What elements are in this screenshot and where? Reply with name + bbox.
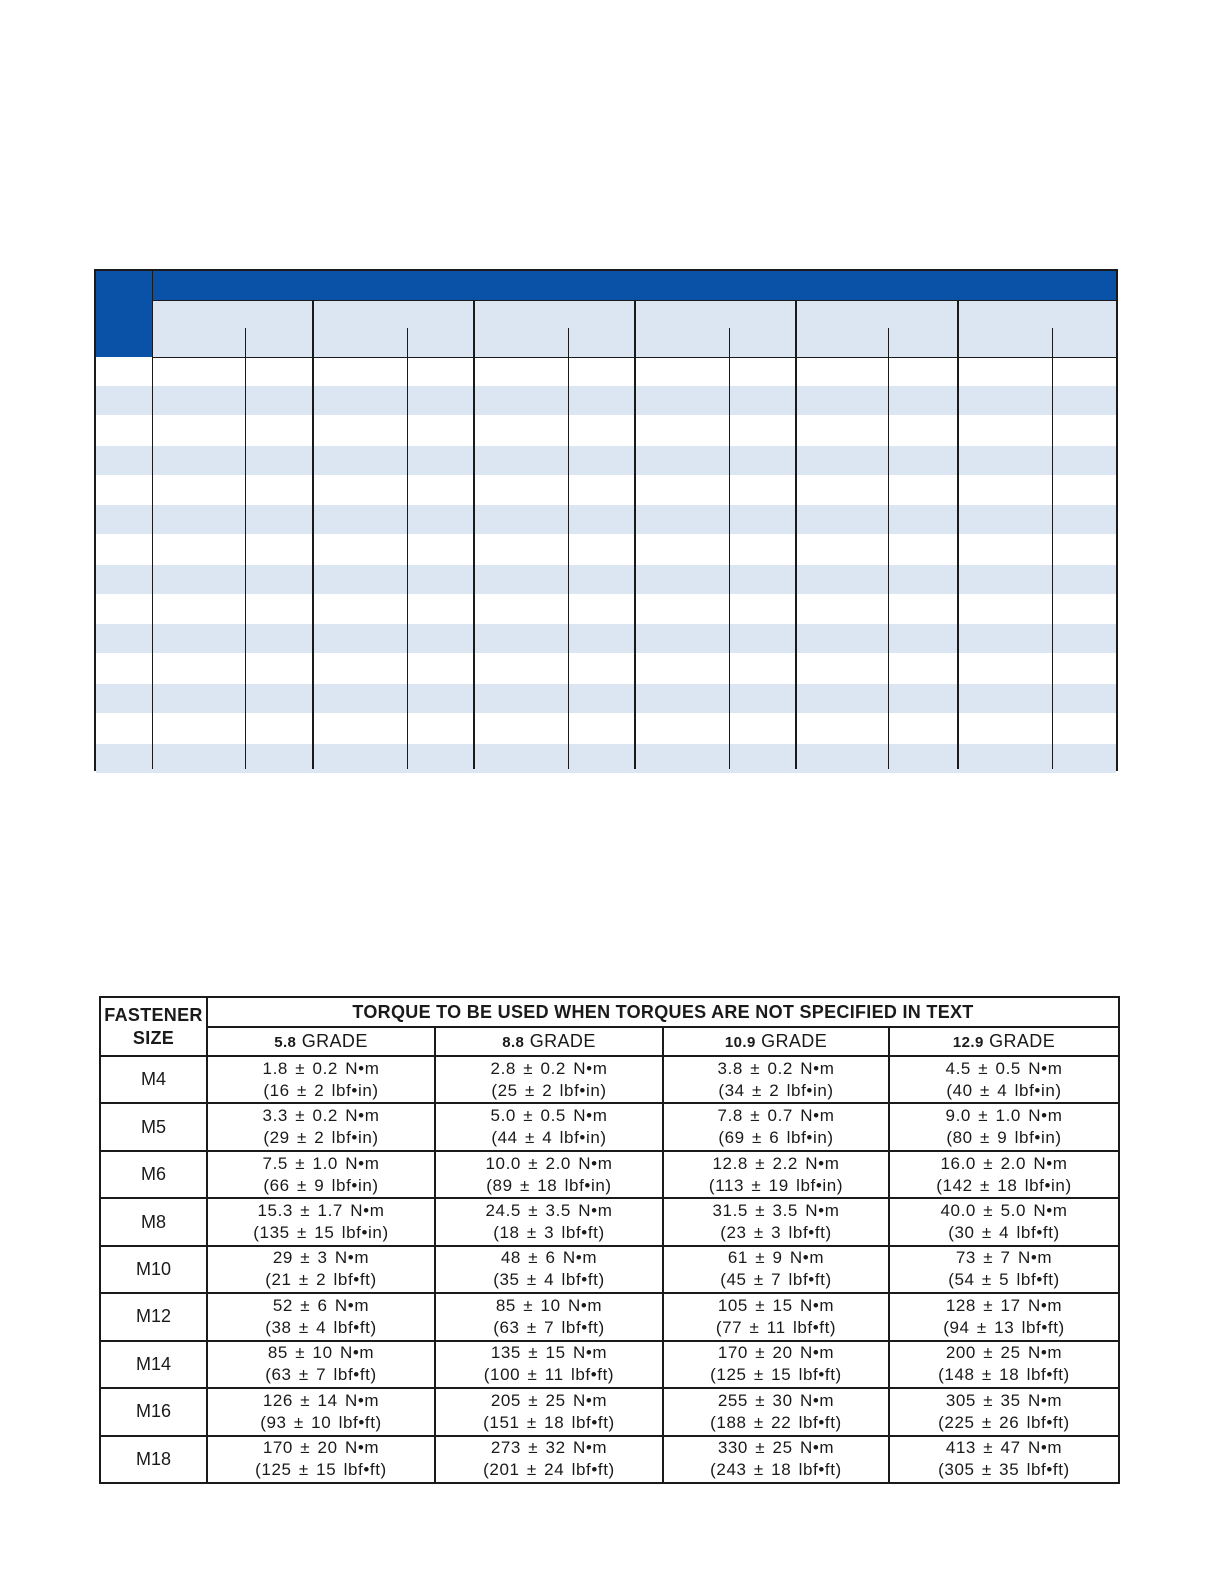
torque-metric-value: 2.8 ± 0.2 N•m [490,1058,608,1078]
torque-imperial-value: (201 ± 24 lbf•ft) [483,1460,615,1480]
torque-metric-value: 170 ± 20 N•m [262,1438,380,1458]
torque-value-cell [207,1436,435,1484]
blank-table-column-rule [312,300,314,769]
fastener-size-cell: M6 [100,1151,207,1198]
torque-value-cell [663,1198,889,1245]
blank-table-stripe [96,624,1116,653]
torque-imperial-value: (18 ± 3 lbf•ft) [493,1223,605,1243]
blank-table-column-rule [634,300,636,769]
torque-metric-value: 29 ± 3 N•m [272,1248,370,1268]
torque-metric-value: 126 ± 14 N•m [262,1390,380,1410]
torque-metric-value: 9.0 ± 1.0 N•m [945,1106,1063,1126]
torque-value-cell [889,1103,1119,1150]
torque-value-cell [207,1103,435,1150]
torque-imperial-value: (66 ± 9 lbf•in) [263,1175,379,1195]
torque-metric-value: 16.0 ± 2.0 N•m [940,1153,1068,1173]
grade-word: GRADE [989,1031,1056,1051]
torque-value-cell [207,1293,435,1340]
torque-imperial-value: (305 ± 35 lbf•ft) [938,1460,1070,1480]
torque-value-cell [435,1341,663,1388]
grade-number: 8.8 [502,1034,525,1051]
blank-table-column-rule [957,300,959,769]
torque-metric-value: 85 ± 10 N•m [495,1295,603,1315]
torque-imperial-value: (40 ± 4 lbf•in) [946,1080,1062,1100]
torque-imperial-value: (148 ± 18 lbf•ft) [938,1365,1070,1385]
torque-imperial-value: (243 ± 18 lbf•ft) [710,1460,842,1480]
blank-table-stripe [96,386,1116,415]
torque-imperial-value: (35 ± 4 lbf•ft) [493,1270,605,1290]
torque-imperial-value: (100 ± 11 lbf•ft) [483,1365,615,1385]
table-row [100,1388,1119,1435]
torque-metric-value: 24.5 ± 3.5 N•m [485,1201,613,1221]
fastener-size-cell: M8 [100,1198,207,1245]
torque-value-cell [889,1056,1119,1103]
torque-imperial-value: (113 ± 19 lbf•in) [708,1175,844,1195]
grade-header [663,1027,889,1056]
torque-value-cell [889,1151,1119,1198]
torque-value-cell [435,1056,663,1103]
torque-value-cell [435,1151,663,1198]
torque-value-cell [663,1293,889,1340]
blank-grid-table [94,269,1118,771]
torque-imperial-value: (30 ± 4 lbf•ft) [948,1223,1060,1243]
blank-table-title-bar [152,271,1116,300]
torque-imperial-value: (54 ± 5 lbf•ft) [948,1270,1060,1290]
table-row [100,1103,1119,1150]
torque-imperial-value: (25 ± 2 lbf•in) [491,1080,607,1100]
grade-word: GRADE [529,1031,596,1051]
torque-metric-value: 200 ± 25 N•m [945,1343,1063,1363]
torque-value-cell [889,1246,1119,1293]
torque-metric-value: 205 ± 25 N•m [490,1390,608,1410]
torque-metric-value: 5.0 ± 0.5 N•m [490,1106,608,1126]
torque-value-cell [435,1246,663,1293]
torque-imperial-value: (21 ± 2 lbf•ft) [265,1270,377,1290]
blank-table-column-rule [568,328,569,769]
torque-metric-value: 7.8 ± 0.7 N•m [717,1106,835,1126]
blank-table-stripe [96,505,1116,534]
torque-value-cell [435,1388,663,1435]
torque-imperial-value: (93 ± 10 lbf•ft) [260,1412,382,1432]
fastener-size-header [100,997,207,1056]
torque-metric-value: 170 ± 20 N•m [717,1343,835,1363]
torque-value-cell [889,1341,1119,1388]
torque-imperial-value: (63 ± 7 lbf•ft) [493,1317,605,1337]
torque-metric-value: 330 ± 25 N•m [717,1438,835,1458]
blank-table-column-rule [1052,328,1053,769]
torque-metric-value: 3.3 ± 0.2 N•m [262,1106,380,1126]
torque-metric-value: 61 ± 9 N•m [727,1248,825,1268]
torque-metric-value: 73 ± 7 N•m [955,1248,1053,1268]
torque-metric-value: 4.5 ± 0.5 N•m [945,1058,1063,1078]
blank-table-column-rule [152,271,153,769]
torque-value-cell [207,1246,435,1293]
torque-imperial-value: (142 ± 18 lbf•in) [936,1175,1072,1195]
torque-value-cell [889,1293,1119,1340]
torque-imperial-value: (89 ± 18 lbf•in) [486,1175,612,1195]
blank-table-column-rule [473,300,475,769]
torque-metric-value: 3.8 ± 0.2 N•m [717,1058,835,1078]
torque-value-cell [207,1341,435,1388]
torque-metric-value: 48 ± 6 N•m [500,1248,598,1268]
torque-metric-value: 52 ± 6 N•m [272,1295,370,1315]
torque-value-cell [663,1436,889,1484]
torque-value-cell [207,1151,435,1198]
torque-imperial-value: (34 ± 2 lbf•in) [718,1080,834,1100]
fastener-size-header-line2: SIZE [132,1027,175,1048]
grade-header [207,1027,435,1056]
torque-imperial-value: (63 ± 7 lbf•ft) [265,1365,377,1385]
torque-imperial-value: (38 ± 4 lbf•ft) [265,1317,377,1337]
blank-table-column-rule [407,328,408,769]
torque-metric-value: 15.3 ± 1.7 N•m [257,1201,385,1221]
torque-imperial-value: (125 ± 15 lbf•ft) [255,1460,387,1480]
torque-imperial-value: (135 ± 15 lbf•in) [253,1223,389,1243]
blank-table-stripe [96,565,1116,594]
fastener-size-cell: M16 [100,1388,207,1435]
torque-imperial-value: (69 ± 6 lbf•in) [718,1128,834,1148]
fastener-size-cell: M10 [100,1246,207,1293]
torque-value-cell [435,1293,663,1340]
fastener-size-cell: M5 [100,1103,207,1150]
table-row [100,1198,1119,1245]
torque-value-cell [889,1436,1119,1484]
torque-value-cell [207,1056,435,1103]
blank-table-column-rule [245,328,246,769]
grade-header [435,1027,663,1056]
torque-value-cell [435,1436,663,1484]
torque-table-title: TORQUE TO BE USED WHEN TORQUES ARE NOT SPECIFIED IN TEXT [207,997,1119,1027]
torque-imperial-value: (44 ± 4 lbf•in) [491,1128,607,1148]
torque-metric-value: 413 ± 47 N•m [945,1438,1063,1458]
torque-value-cell [435,1198,663,1245]
torque-value-cell [663,1151,889,1198]
torque-value-cell [663,1388,889,1435]
torque-metric-value: 10.0 ± 2.0 N•m [485,1153,613,1173]
grade-word: GRADE [301,1031,368,1051]
torque-metric-value: 305 ± 35 N•m [945,1390,1063,1410]
torque-imperial-value: (125 ± 15 lbf•ft) [710,1365,842,1385]
table-row [100,1246,1119,1293]
torque-metric-value: 31.5 ± 3.5 N•m [712,1201,840,1221]
torque-imperial-value: (225 ± 26 lbf•ft) [938,1412,1070,1432]
torque-value-cell [889,1198,1119,1245]
fastener-size-cell: M4 [100,1056,207,1103]
table-row [100,1341,1119,1388]
blank-table-column-rule [888,328,889,769]
grade-number: 5.8 [274,1034,297,1051]
torque-imperial-value: (77 ± 11 lbf•ft) [715,1317,837,1337]
blank-table-stripe [96,744,1116,773]
grade-word: GRADE [761,1031,828,1051]
torque-value-cell [663,1103,889,1150]
grade-number: 10.9 [724,1034,756,1051]
torque-value-cell [663,1246,889,1293]
torque-metric-value: 40.0 ± 5.0 N•m [940,1201,1068,1221]
torque-metric-value: 255 ± 30 N•m [717,1390,835,1410]
torque-metric-value: 135 ± 15 N•m [490,1343,608,1363]
blank-table-column-rule [729,328,730,769]
torque-metric-value: 85 ± 10 N•m [267,1343,375,1363]
table-row [100,1056,1119,1103]
torque-metric-value: 128 ± 17 N•m [945,1295,1063,1315]
torque-imperial-value: (151 ± 18 lbf•ft) [483,1412,615,1432]
torque-imperial-value: (23 ± 3 lbf•ft) [720,1223,832,1243]
grade-header [889,1027,1119,1056]
torque-spec-table [99,996,1120,1484]
torque-value-cell [435,1103,663,1150]
blank-table-corner-header [96,271,152,357]
torque-metric-value: 7.5 ± 1.0 N•m [262,1153,380,1173]
torque-imperial-value: (188 ± 22 lbf•ft) [710,1412,842,1432]
torque-imperial-value: (80 ± 9 lbf•in) [946,1128,1062,1148]
fastener-size-header-line1: FASTENER [104,1004,203,1025]
torque-metric-value: 12.8 ± 2.2 N•m [712,1153,840,1173]
fastener-size-cell: M14 [100,1341,207,1388]
torque-metric-value: 105 ± 15 N•m [717,1295,835,1315]
torque-metric-value: 273 ± 32 N•m [490,1438,608,1458]
blank-table-stripe [96,446,1116,475]
blank-table-column-rule [795,300,797,769]
blank-table-stripe [96,684,1116,713]
torque-value-cell [663,1341,889,1388]
table-row [100,1293,1119,1340]
fastener-size-cell: M18 [100,1436,207,1484]
torque-value-cell [207,1388,435,1435]
torque-imperial-value: (16 ± 2 lbf•in) [263,1080,379,1100]
fastener-size-cell: M12 [100,1293,207,1340]
torque-imperial-value: (45 ± 7 lbf•ft) [720,1270,832,1290]
grade-number: 12.9 [952,1034,984,1051]
torque-value-cell [889,1388,1119,1435]
torque-value-cell [207,1198,435,1245]
torque-imperial-value: (29 ± 2 lbf•in) [263,1128,379,1148]
torque-value-cell [663,1056,889,1103]
torque-metric-value: 1.8 ± 0.2 N•m [262,1058,380,1078]
table-row [100,1436,1119,1484]
table-row [100,1151,1119,1198]
torque-imperial-value: (94 ± 13 lbf•ft) [943,1317,1065,1337]
